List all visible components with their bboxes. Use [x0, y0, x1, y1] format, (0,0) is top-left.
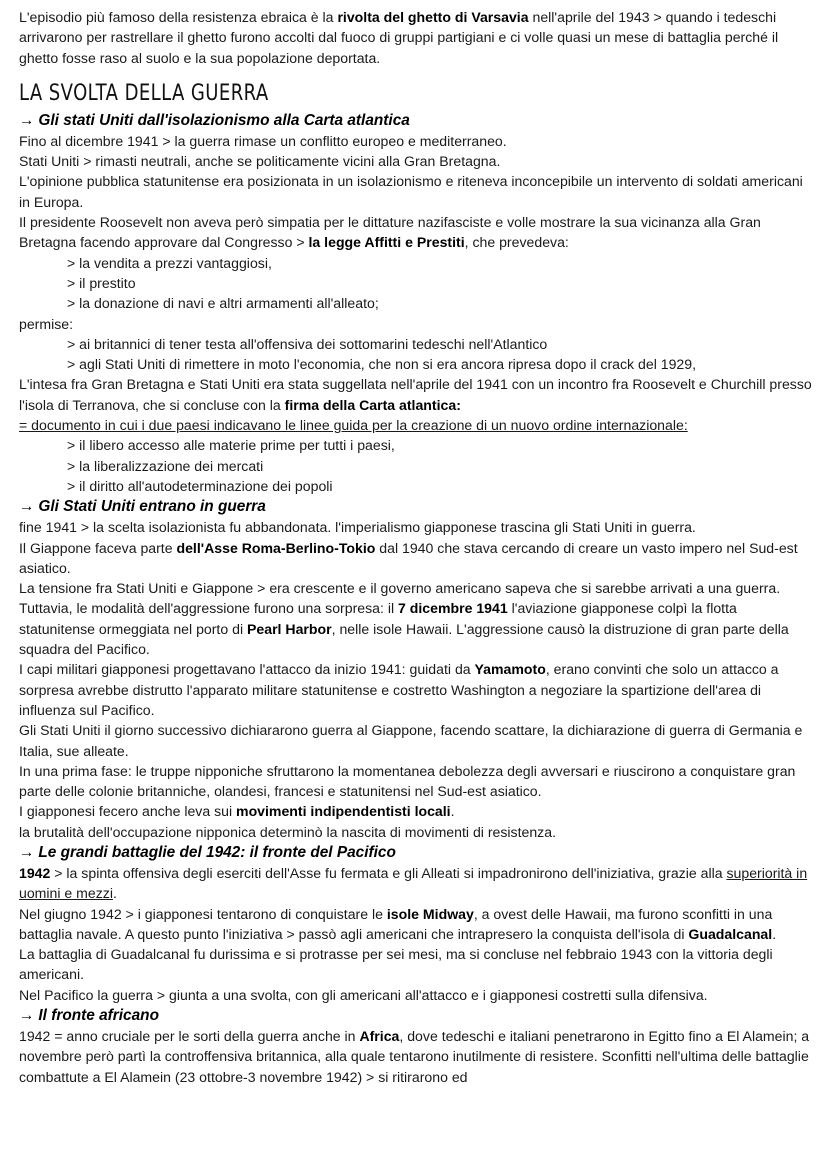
list-item: > la donazione di navi e altri armamenti all'alleato; [67, 295, 379, 312]
paragraph-line [19, 659, 812, 720]
text-run: , che prevedeva: [464, 234, 569, 251]
list-item: > la vendita a prezzi vantaggiosi, [67, 254, 272, 271]
text-run: , erano convinti che solo un attacco a sorpresa avrebbe distrutto l'apparato militare statunitense e costretto Washington a negoziare la spartizione dell'area di influenza sul Pacifico. [19, 661, 779, 718]
text-run: l'aviazione giapponese colpì la flotta statunitense ormeggiata nel porto di [19, 600, 737, 637]
list-item: > ai britannici di tener testa all'offensiva dei sottomarini tedeschi nell'Atlantico [67, 335, 548, 352]
list-item: > il prestito [67, 274, 136, 291]
section-title-pacific-front [19, 842, 812, 863]
paragraph-line: Fino al dicembre 1941 > la guerra rimase un conflitto europeo e mediterraneo. [19, 132, 507, 149]
list-item: > la liberalizzazione dei mercati [67, 457, 264, 474]
section-title-usa-isolationism [19, 110, 812, 131]
bold-term: la legge Affitti e Prestiti [308, 234, 465, 251]
text-run: Il presidente Roosevelt non aveva però simpatia per le dittature nazifasciste e volle mostrare la sua vicinanza alla Gran Bretagna facendo approvare dal Congresso > [19, 214, 761, 251]
bold-term: dell'Asse Roma-Berlino-Tokio [176, 539, 376, 556]
paragraph-line [19, 538, 812, 579]
text-run: > la spinta offensiva degli eserciti dell'Asse fu fermata e gli Alleati si impadronirono dell'iniziativa, grazie alla [50, 864, 727, 881]
section-title-text: Gli stati Uniti dall'isolazionismo alla Carta atlantica [38, 111, 410, 129]
paragraph-line [19, 801, 812, 821]
paragraph-line: la brutalità dell'occupazione nipponica determinò la nascita di movimenti di resistenza. [19, 823, 556, 840]
paragraph-line [19, 904, 812, 945]
text-run: , dove tedeschi e italiani penetrarono in Egitto fino a El Alamein; a novembre però partì la controffensiva britannica, alla quale tentarono inutilmente di resistere. Sconfitti nell'ultima delle battaglie combattute a El Alamein (23 ottobre-3 novembre 1942) > si ritirarono ed [19, 1028, 810, 1085]
text-run: , nelle isole Hawaii. L'aggressione causò la distruzione di gran parte della squadra del Pacifico. [19, 620, 789, 658]
bold-term: Yamamoto [474, 661, 546, 678]
bold-term: 7 dicembre 1941 [398, 600, 508, 617]
underlined-term: superiorità in uomini e mezzi [19, 864, 808, 902]
paragraph-line: L'opinione pubblica statunitense era posizionata in un isolazionismo e riteneva inconcepibile un intervento di soldati americani in Europa. [19, 173, 803, 210]
bold-term: 1942 [19, 864, 51, 881]
page-heading: LA SVOLTA DELLA GUERRA [19, 80, 269, 106]
arrow-right-icon: → [19, 1007, 35, 1025]
text-run: dal 1940 che stava cercando di creare un vasto impero nel Sud-est asiatico. [19, 539, 798, 576]
arrow-right-icon: → [19, 498, 35, 516]
text-run: Tuttavia, le modalità dell'aggressione furono una sorpresa: il [19, 600, 398, 617]
text-run: . [772, 925, 777, 942]
bold-term: isole Midway [386, 905, 474, 922]
text-run: Il Giappone faceva parte [19, 539, 177, 556]
underlined-definition: = documento in cui i due paesi indicavano le linee guida per la creazione di un nuovo ordine internazionale: [19, 417, 688, 434]
text-run: , a ovest delle Hawaii, ma furono sconfitti in una battaglia navale. A questo punto l'iniziativa > passò agli americani che intrapresero la conquista dell'isola di [19, 905, 773, 942]
paragraph-line: La battaglia di Guadalcanal fu durissima e si protrasse per sei mesi, ma si concluse nel febbraio 1943 con la vittoria degli americani. [19, 946, 773, 983]
paragraph-line [19, 212, 812, 253]
text-run: nell'aprile del 1943 > quando i tedeschi arrivarono per rastrellare il ghetto furono accolti dal fuoco di gruppi partigiani e ci volle quasi un mese di battaglia perché il ghetto fosse raso al suolo e la sua popolazione deportata. [19, 9, 779, 66]
text-run: . [113, 885, 117, 902]
bold-term: Guadalcanal [688, 925, 773, 942]
text-run: 1942 = anno cruciale per le sorti della guerra anche in [19, 1028, 360, 1045]
paragraph-line: permise: [19, 315, 74, 332]
paragraph-line: Nel Pacifico la guerra > giunta a una svolta, con gli americani all'attacco e i giapponesi costretti sulla difensiva. [19, 986, 708, 1003]
list-item: > agli Stati Uniti di rimettere in moto l'economia, che non si era ancora ripresa dopo il crack del 1929, [67, 356, 697, 373]
paragraph-line [19, 863, 812, 904]
bold-term: firma della Carta atlantica: [284, 396, 461, 413]
text-run: I capi militari giapponesi progettavano l'attacco da inizio 1941: guidati da [19, 661, 475, 678]
text-run: Nel giugno 1942 > i giapponesi tentarono di conquistare le [19, 905, 387, 922]
paragraph-line [19, 415, 812, 435]
paragraph-line [19, 1026, 812, 1087]
intro-paragraph [19, 7, 812, 68]
paragraph-line: In una prima fase: le truppe nipponiche sfruttarono la momentanea debolezza degli avversari e riuscirono a conquistare gran parte delle colonie britanniche, olandesi, francesi e statunitensi nel Sud-est asiatico. [19, 762, 796, 800]
text-run: . [450, 803, 455, 820]
text-run: L'episodio più famoso della resistenza ebraica è la [19, 9, 338, 25]
arrow-right-icon: → [19, 843, 35, 861]
list-item: > il libero accesso alle materie prime per tutti i paesi, [67, 437, 395, 454]
section-title-text: Il fronte africano [38, 1007, 159, 1025]
paragraph-line: fine 1941 > la scelta isolazionista fu abbandonata. l'imperialismo giapponese trascina gli Stati Uniti in guerra. [19, 519, 696, 536]
text-run: I giapponesi fecero anche leva sui [19, 803, 237, 820]
bold-term: rivolta del ghetto di Varsavia [337, 9, 529, 25]
list-item: > il diritto all'autodeterminazione dei popoli [67, 477, 333, 494]
section-title-african-front [19, 1005, 812, 1026]
arrow-right-icon: → [19, 111, 35, 129]
bold-term: Africa [359, 1028, 400, 1045]
paragraph-line [19, 374, 812, 415]
paragraph-line [19, 598, 812, 659]
text-run: L'intesa fra Gran Bretagna e Stati Uniti era stata suggellata nell'aprile del 1941 con un incontro fra Roosevelt e Churchill presso l'isola di Terranova, che si concluse con la [19, 376, 812, 413]
bold-term: movimenti indipendentisti locali [236, 803, 451, 820]
section-title-text: Le grandi battaglie del 1942: il fronte del Pacifico [38, 843, 396, 861]
paragraph-line: La tensione fra Stati Uniti e Giappone > era crescente e il governo americano sapeva che si sarebbe arrivati a una guerra. [19, 580, 781, 597]
paragraph-line: Stati Uniti > rimasti neutrali, anche se politicamente vicini alla Gran Bretagna. [19, 153, 501, 170]
paragraph-line: Gli Stati Uniti il giorno successivo dichiararono guerra al Giappone, facendo scattare, la dichiarazione di guerra di Germania e Italia, sue alleate. [19, 722, 803, 759]
section-title-text: Gli Stati Uniti entrano in guerra [38, 498, 266, 516]
bold-term: Pearl Harbor [247, 620, 332, 637]
section-title-usa-enter-war [19, 496, 812, 517]
